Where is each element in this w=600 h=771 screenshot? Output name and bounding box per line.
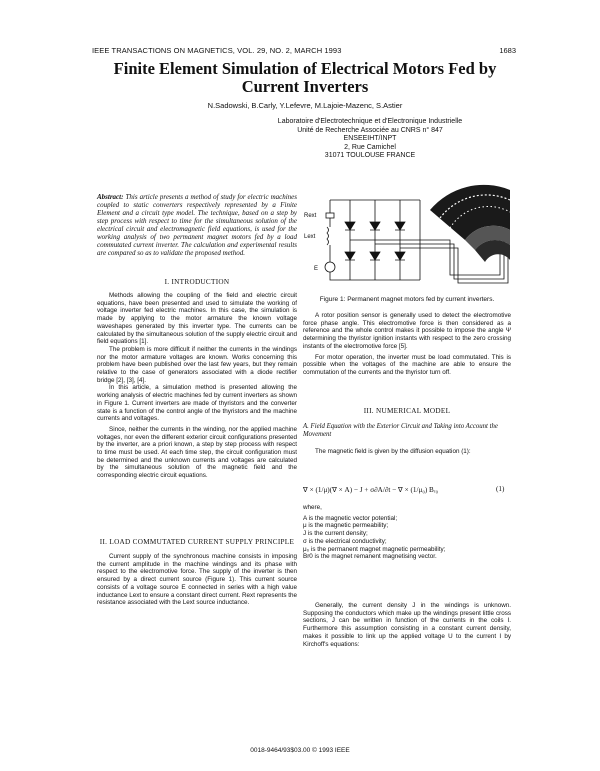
- paper-title: Finite Element Simulation of Electrical Motors Fed by Current Inverters: [113, 59, 497, 96]
- definitions-list: [303, 504, 511, 561]
- definition-item: A is the magnetic vector potential;: [303, 514, 398, 522]
- paragraph: The magnetic field is given by the diffusion equation (1):: [315, 448, 471, 455]
- subsection-heading: A. Field Equation with the Exterior Circuit and Taking into Account the Movement: [303, 423, 498, 438]
- definition-item: μ is the magnetic permeability;: [303, 522, 389, 530]
- motor-cross-section: [430, 185, 510, 262]
- right-intro-body: [303, 312, 511, 377]
- figure-1-diagram: [300, 180, 512, 292]
- paragraph: In this article, a simulation method is presented allowing the working analysis of electric machines fed by current inverters as shown in Figure 1. Current inverters are made of thyristors and the converter state is a function of the control angle of the thyristors and the machine currents and voltages.: [97, 384, 297, 423]
- paragraph: Methods allowing the coupling of the field and electric circuit equations, have been presented and used to simulate the working of voltage inverter fed electric machines. In this case, the simulation is made by applying to the motor armature the known voltage waveshapes generated by this inverter type. The currents can be calculated by the simultaneous solution of the supply electric circuit and field equations [1].: [97, 292, 297, 346]
- affiliation-line: ENSEEIHT/INPT: [343, 135, 397, 143]
- where-label: where,: [303, 504, 322, 511]
- affiliation-line: 2, Rue Camichel: [344, 143, 396, 151]
- rext-label: Rext: [304, 213, 317, 219]
- affiliation: [200, 118, 540, 161]
- definition-item: σ is the electrical conductivity;: [303, 537, 387, 545]
- copyright-footer: 0018-9464/93$03.00 © 1993 IEEE: [250, 747, 350, 754]
- abstract: [97, 193, 297, 257]
- definition-item: Br0 is the magnet remanent magnetising vector.: [303, 553, 437, 561]
- lext-label: Lext: [304, 234, 316, 240]
- definition-item: J is the current density;: [303, 530, 368, 538]
- section-heading-load-commutated: II. LOAD COMMUTATED CURRENT SUPPLY PRINCIPLE: [99, 538, 295, 546]
- page-number: 1683: [499, 46, 516, 55]
- current-density-body: [303, 602, 511, 648]
- section-heading-numerical-model: III. NUMERICAL MODEL: [363, 407, 451, 415]
- paragraph: A rotor position sensor is generally used to detect the electromotive force phase angle. This electromotive force is then considered as a reference and the whole control makes it possible to impose the angle Ψ determining the thyristor ignition instants with respect to the zero crossing instants of the electromotive force [5].: [303, 312, 511, 350]
- section-heading-introduction: I. INTRODUCTION: [164, 278, 230, 286]
- paragraph: Since, neither the currents in the winding, nor the applied machine voltages, nor even the different exterior circuit configurations presented by the inverter, are a priori known, a step by step process with respect to time must be used. At each time step, the circuit configuration must be determined and the unknown currents and voltages are calculated by the simultaneous solution of the magnetic field and the corresponding electric circuit equations.: [97, 425, 297, 480]
- definition-item: μ₀ is the permanent magnet magnetic permeability;: [303, 545, 446, 553]
- equation-1: ∇ × (1/μ)(∇ × A) − J + σ∂A/∂t − ∇ × (1/μ₀) Bᵣ₀: [303, 486, 438, 494]
- affiliation-line: Laboratoire d'Electrotechnique et d'Electronique Industrielle: [277, 118, 463, 125]
- introduction-body: [97, 292, 297, 480]
- paragraph: For motor operation, the inverter must be load commutated. This is possible when the voltages of the machine are able to ensure the commutation of the currents and the thyristor turn off.: [303, 353, 511, 376]
- abstract-text: This article presents a method of study for electric machines coupled to static converters respectively represented by a Finite Element and a circuit type model. The technique, based on a step by step process with respect to time for the simultaneous solution of the electrical circuit and electromagnetic field equations, is used for the working analysis of two permanent magnet motors fed by a load commutated current inverter. The calculation and experimental results are compared so as to validate the proposed method.: [97, 193, 298, 258]
- source-e: [325, 262, 335, 272]
- field-intro: [303, 448, 511, 456]
- paragraph: Current supply of the synchronous machine consists in imposing the current amplitude in the machine windings and its phase with respect to the electromotive force. The supply of the inverter is then ensured by a direct current source (Figure 1). This current source consists of a voltage source E connected in series with a high value inductance Lext to ensure a constant direct current. Rext represents the resistance associated with the Lext source inductance.: [97, 553, 297, 607]
- affiliation-line: Unité de Recherche Associée au CNRS n° 847: [297, 126, 443, 134]
- paragraph: Generally, the current density J in the windings is unknown. Supposing the conductors which make up the windings present little cross sections, J can be written in function of the currents in the coils I. Furthermore this assumption consisting in a constant current density, makes it possible to link up the applied voltage U to the current I by Kirchoff's equations:: [303, 602, 511, 648]
- equation-number: (1): [496, 485, 505, 493]
- affiliation-line: 31071 TOULOUSE FRANCE: [324, 152, 416, 160]
- journal-header: IEEE TRANSACTIONS ON MAGNETICS, VOL. 29, NO. 2, MARCH 1993: [92, 46, 342, 55]
- authors: N.Sadowski, B.Carly, Y.Lefevre, M.Lajoie-Mazenc, S.Astier: [207, 101, 403, 110]
- abstract-label: Abstract:: [97, 193, 124, 201]
- figure-1-caption: Figure 1: Permanent magnet motors fed by current inverters.: [319, 296, 495, 303]
- rext-resistor: [326, 213, 334, 218]
- paragraph: The problem is more difficult if neither the currents in the windings nor the motor armature voltages are known. Works concerning this problem have been published over the last few years, but they remain relative to the case of generators associated with a diode rectifier bridge [2], [3], [4].: [97, 345, 297, 384]
- e-label: E: [314, 266, 319, 272]
- lext-inductor: [327, 227, 329, 245]
- section2-body: [97, 553, 297, 607]
